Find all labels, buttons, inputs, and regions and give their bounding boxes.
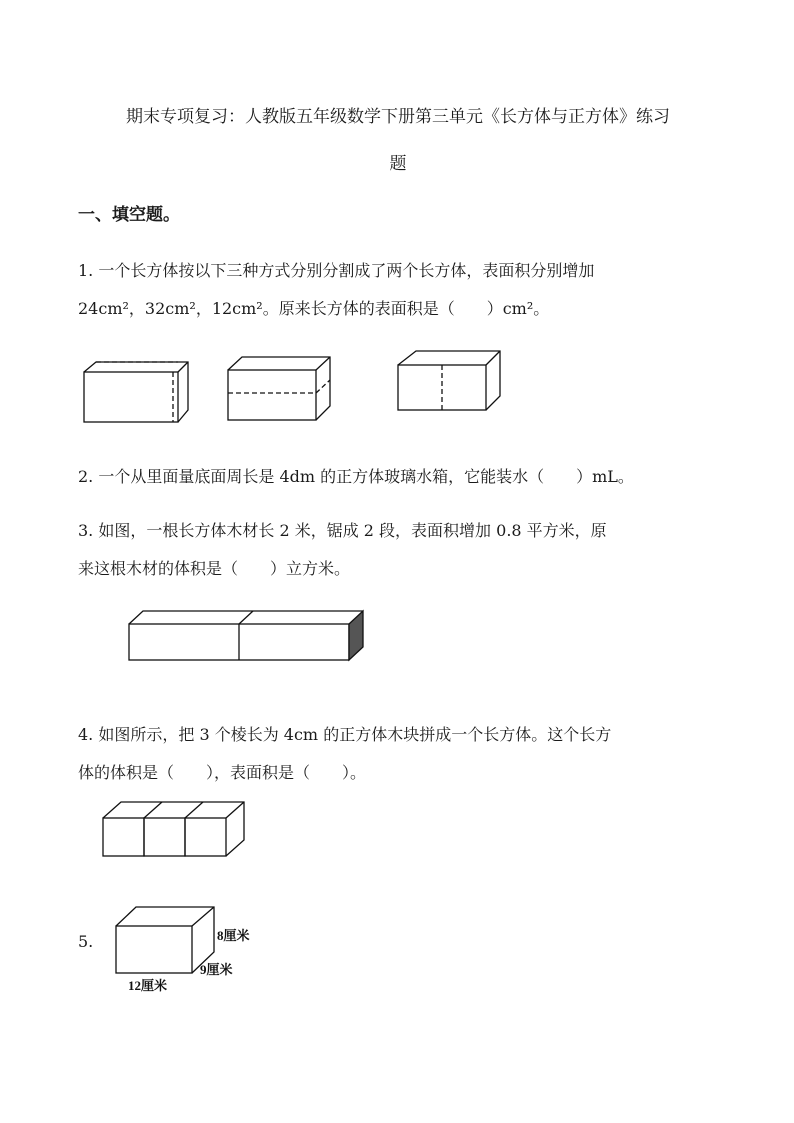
question-2-line-1: 2. 一个从里面量底面周长是 4dm 的正方体玻璃水箱，它能装水（ ）mL。 [78, 467, 634, 486]
question-4-figure-three-cubes [100, 800, 250, 862]
cuboid-cut-vertical-right [84, 362, 188, 422]
section-heading-fill-blank: 一、填空题。 [78, 205, 180, 225]
cut-line-side [316, 380, 330, 393]
cuboid-front-face [116, 926, 192, 973]
depth-label: 9厘米 [200, 962, 233, 977]
height-label: 8厘米 [217, 928, 250, 943]
question-2 [78, 458, 718, 496]
cuboid-cut-horizontal [228, 357, 330, 420]
timber-end-face [349, 611, 363, 660]
timber-cut-top [239, 611, 253, 624]
title-line-2: 题 [389, 154, 407, 174]
page-title [78, 94, 718, 188]
length-label: 12厘米 [128, 978, 168, 993]
cuboid-cut-vertical-middle [398, 351, 500, 410]
question-1-line-1: 1. 一个长方体按以下三种方式分别分割成了两个长方体，表面积分别增加 [78, 261, 595, 280]
question-1-figure-three-cuts [78, 345, 528, 430]
question-5-number: 5. [78, 932, 94, 951]
cube-2 [144, 818, 185, 856]
question-5-figure-cuboid [108, 902, 268, 997]
title-line-1: 期末专项复习：人教版五年级数学下册第三单元《长方体与正方体》练习 [126, 107, 670, 127]
question-3-figure-timber [125, 605, 370, 665]
question-4 [78, 716, 718, 792]
question-3-line-2: 来这根木材的体积是（ ）立方米。 [78, 559, 351, 578]
question-3-line-1: 3. 如图，一根长方体木材长 2 米，锯成 2 段，表面积增加 0.8 平方米，原 [78, 521, 607, 540]
question-1-line-2: 24cm²，32cm²，12cm²。原来长方体的表面积是（ ）cm²。 [78, 299, 550, 318]
question-4-line-1: 4. 如图所示，把 3 个棱长为 4cm 的正方体木块拼成一个长方体。这个长方 [78, 725, 612, 744]
question-4-line-2: 体的体积是（ ），表面积是（ ）。 [78, 763, 367, 782]
cube-3 [185, 818, 226, 856]
question-1 [78, 252, 718, 328]
question-3 [78, 512, 718, 588]
cube-1 [103, 818, 144, 856]
